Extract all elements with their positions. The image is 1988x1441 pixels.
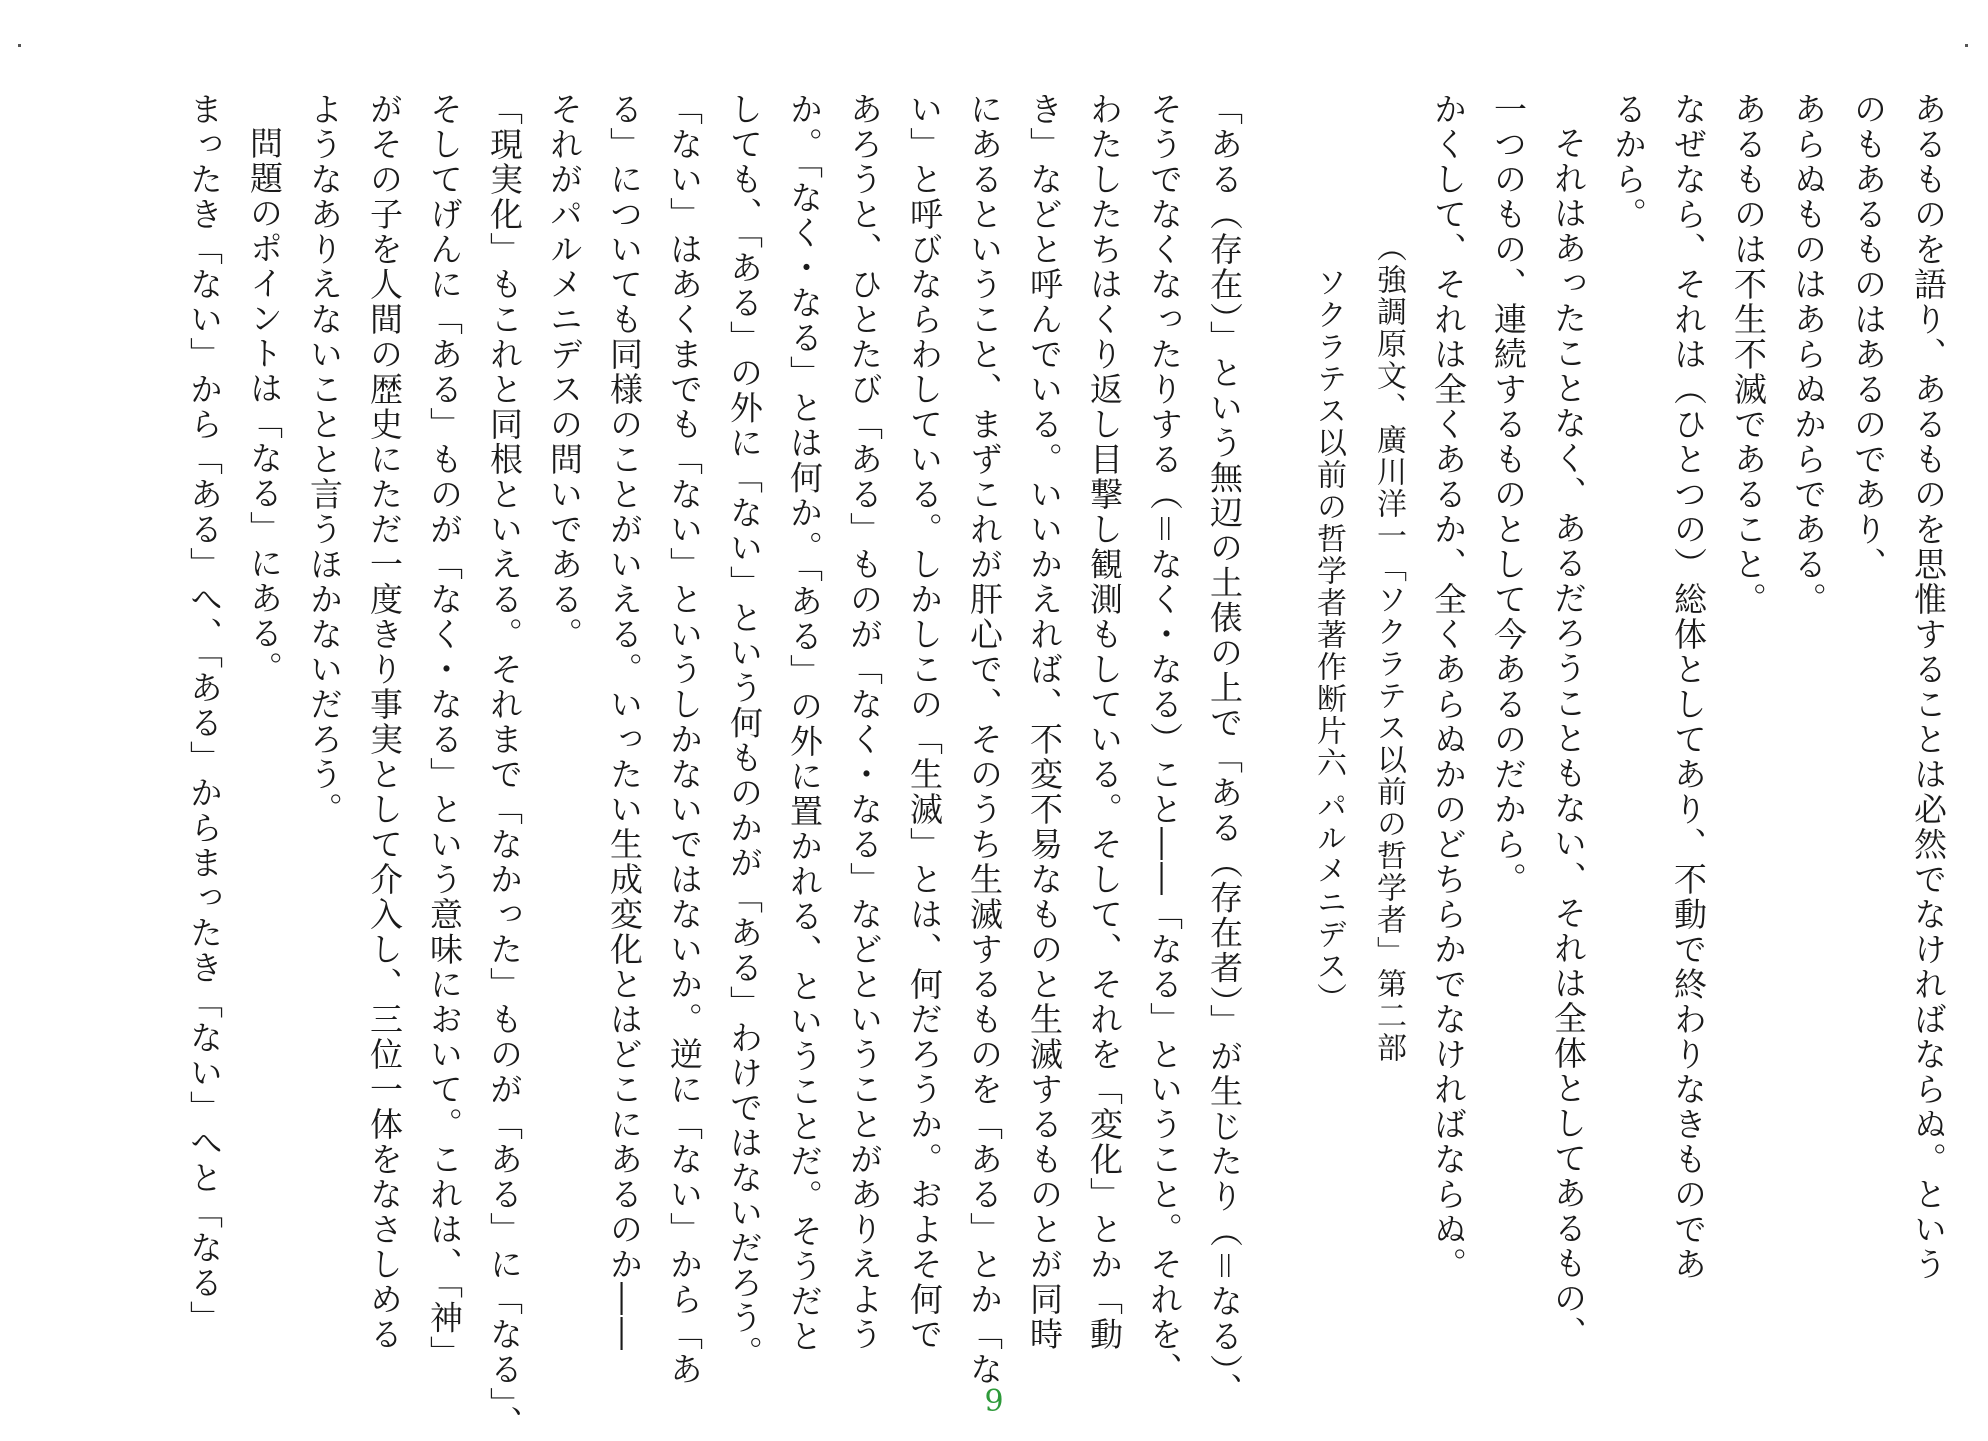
body-line: ようなありえないことと言うほかないだろう。 (305, 92, 344, 827)
body-line: 「ない」はあくまでも「ない」というしかないではないか。逆に「ない」から「あ (665, 92, 704, 1387)
quote-line: かくして、それは全くあるか、全くあらぬかのどちらかでなければならぬ。 (1429, 92, 1468, 1282)
body-line: そうでなくなったりする（＝なく・なる）こと――「なる」ということ。それを、 (1145, 92, 1184, 1387)
quote-line: るから。 (1609, 92, 1648, 232)
page-number: 9 (984, 1384, 1004, 1419)
quote-line: 一つのもの、連続するものとして今あるのだから。 (1489, 92, 1528, 897)
body-line: まったき「ない」から「ある」へ、「ある」からまったき「ない」へと「なる」 (185, 92, 224, 1336)
body-line: わたしたちはくり返し目撃し観測もしている。そして、それを「変化」とか「動 (1085, 92, 1124, 1352)
body-line: あろうと、ひとたび「ある」ものが「なく・なる」などということがありえよう (845, 92, 884, 1352)
quote-line: それはあったことなく、あるだろうこともない、それは全体としてあるもの、 (1549, 126, 1588, 1351)
page-edge-mark-right (1965, 44, 1968, 47)
quote-line: あらぬものはあらぬからである。 (1789, 92, 1828, 617)
body-line: がその子を人間の歴史にただ一度きり事実として介入し、三位一体をなさしめる (365, 92, 404, 1352)
body-line: 「現実化」もこれと同根といえる。それまで「なかった」ものが「ある」に「なる」、 (485, 92, 524, 1441)
quote-line: なぜなら、それは（ひとつの）総体としてあり、不動で終わりなきものであ (1669, 92, 1708, 1282)
citation-line: ソクラテス以前の哲学者著作断片六 パルメニデス） (1311, 267, 1346, 1015)
body-line: しても、「ある」の外に「ない」という何ものかが「ある」わけではないだろう。 (725, 92, 764, 1371)
body-line: それがパルメニデスの問いである。 (545, 92, 584, 652)
body-line: か。「なく・なる」とは何か。「ある」の外に置かれる、ということだ。そうだと (785, 92, 824, 1354)
page-edge-mark-left (18, 44, 21, 47)
body-line: にあるということ、まずこれが肝心で、そのうち生滅するものを「ある」とか「な (965, 92, 1004, 1387)
vertical-text-body (174, 92, 1958, 1441)
quote-line: のもあるものはあるのであり、 (1849, 92, 1888, 582)
body-line: そしてげんに「ある」ものが「なく・なる」という意味において。これは、「神」 (425, 92, 464, 1371)
body-line: き」などと呼んでいる。いいかえれば、不変不易なものと生滅するものとが同時 (1025, 92, 1064, 1352)
quote-line: あるものを語り、あるものを思惟することは必然でなければならぬ。という (1909, 92, 1948, 1282)
citation-line: （強調原文、廣川洋一「ソクラテス以前の哲学者」第二部 (1371, 232, 1406, 1064)
body-line: 「ある（存在）」という無辺の土俵の上で「ある（存在者）」が生じたり（＝なる）、 (1205, 92, 1244, 1408)
quote-line: あるものは不生不滅であること。 (1729, 92, 1768, 617)
body-line: 問題のポイントは「なる」にある。 (245, 126, 284, 686)
body-line: る」についても同様のことがいえる。いったい生成変化とはどこにあるのか―― (605, 92, 644, 1352)
body-line: い」と呼びならわしている。しかしこの「生滅」とは、何だろうか。およそ何で (905, 92, 944, 1352)
